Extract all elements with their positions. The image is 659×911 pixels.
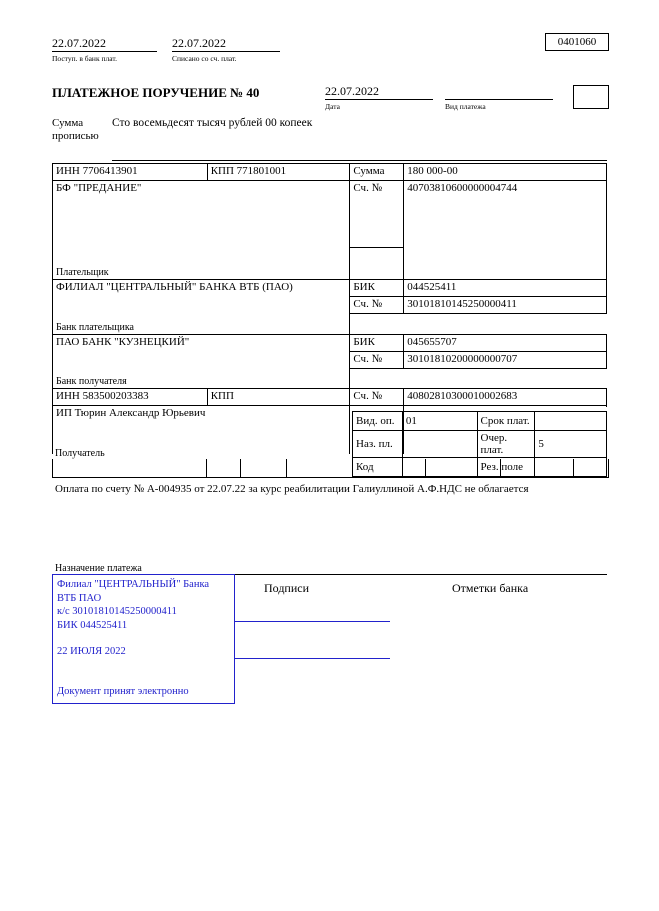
term-value-cell — [535, 412, 607, 431]
code-label-cell: Код — [353, 458, 403, 477]
payer-bank-bic-label-cell: БИК — [350, 280, 404, 297]
bottom-strip-div-3 — [286, 459, 287, 477]
bottom-strip-div-1 — [206, 459, 207, 477]
purpose-caption: Назначение платежа — [55, 563, 142, 574]
payer-bank-name-value: ФИЛИАЛ "ЦЕНТРАЛЬНЫЙ" БАНКА ВТБ (ПАО) — [56, 281, 293, 293]
payee-name-value: ИП Тюрин Александр Юрьевич — [56, 407, 206, 419]
bottom-strip — [52, 459, 609, 478]
spacer-cell-1 — [350, 247, 404, 280]
payer-kpp-value: 771801001 — [236, 165, 287, 177]
payer-bank-caption-cell — [53, 314, 350, 335]
payee-account-label-cell: Сч. № — [350, 389, 404, 406]
payee-account-value-cell: 40802810300010002683 — [404, 389, 607, 406]
bottom-strip-div-6 — [500, 459, 501, 477]
spacer-cell-5 — [404, 368, 607, 389]
payer-inn-label: ИНН — [56, 165, 80, 177]
payer-account-label-cell: Сч. № — [350, 181, 404, 248]
stamp-line-2: ВТБ ПАО — [57, 592, 102, 604]
stamp-line-3: к/с 30101810145250000411 — [57, 606, 177, 617]
payee-bank-bic-value-cell: 045655707 — [404, 334, 607, 351]
stamp-line-1: Филиал "ЦЕНТРАЛЬНЫЙ" Банка — [57, 579, 210, 590]
payer-bank-name-cell — [53, 280, 350, 314]
table-row — [53, 164, 607, 181]
payer-bank-bic-value-cell: 044525411 — [404, 280, 607, 297]
amount-label-cell: Сумма — [350, 164, 404, 181]
amount-value-cell: 180 000-00 — [404, 164, 607, 181]
bottom-strip-div-5 — [425, 459, 426, 477]
payee-bank-name-value: ПАО БАНК "КУЗНЕЦКИЙ" — [56, 335, 190, 348]
payer-kpp-label: КПП — [210, 165, 234, 177]
date-received-underline — [52, 51, 157, 52]
stamp-line-6: Документ принят электронно — [57, 685, 189, 697]
date-written-off-underline — [172, 51, 280, 52]
amount-words-underline — [112, 160, 607, 161]
spacer-cell-4 — [350, 368, 404, 389]
payee-bank-account-label-cell: Сч. № — [350, 351, 404, 368]
op-kind-value-cell: 01 — [402, 412, 477, 431]
stamp-gap-2 — [57, 659, 230, 685]
stamp-gap-1 — [57, 632, 230, 645]
purpose-code-value-cell — [402, 431, 477, 458]
payment-kind-underline — [445, 99, 553, 100]
amount-words-value: Сто восемьдесят тысяч рублей 00 копеек — [112, 117, 313, 129]
table-row — [353, 412, 607, 431]
bank-marks-label: Отметки банка — [452, 581, 529, 595]
payee-name-cell — [53, 406, 350, 455]
electronic-stamp — [52, 574, 235, 704]
payee-bank-name-cell — [53, 334, 350, 368]
date-written-off-label: Списано со сч. плат. — [172, 54, 237, 63]
page-title: ПЛАТЕЖНОЕ ПОРУЧЕНИЕ № 40 — [52, 85, 260, 100]
payer-bank-caption: Банк плательщика — [56, 321, 134, 333]
term-label-cell: Срок плат. — [477, 412, 535, 431]
payment-kind-label: Вид платежа — [445, 102, 486, 111]
stamp-line-5: 22 ИЮЛЯ 2022 — [57, 646, 126, 657]
table-row — [353, 431, 607, 458]
doc-date-label: Дата — [325, 102, 340, 111]
form-code-box: 0401060 — [545, 33, 609, 51]
priority-label-cell: Очер. плат. — [477, 431, 535, 458]
table-row — [53, 368, 607, 389]
reserve-label-cell: Рез. поле — [477, 458, 535, 477]
payee-kpp-cell — [207, 389, 350, 406]
payer-kpp-cell — [207, 164, 350, 181]
bottom-strip-div-2 — [240, 459, 241, 477]
table-row — [53, 389, 607, 406]
signature-line-1 — [235, 621, 390, 622]
payer-inn-cell — [53, 164, 208, 181]
doc-date-value: 22.07.2022 — [325, 84, 379, 98]
table-row — [53, 334, 607, 351]
table-row — [53, 314, 607, 335]
signatures-label: Подписи — [264, 581, 310, 595]
payer-caption-cell — [53, 247, 350, 280]
date-received-value: 22.07.2022 — [52, 36, 106, 50]
bottom-strip-div-4 — [352, 459, 353, 477]
date-written-off-value: 22.07.2022 — [172, 36, 226, 50]
spacer-cell-2 — [350, 314, 404, 335]
payer-bank-account-value-cell: 30101810145250000411 — [404, 297, 607, 314]
payer-caption: Плательщик — [56, 267, 109, 278]
signature-line-2 — [235, 658, 390, 659]
payee-inn-label: ИНН — [56, 390, 80, 402]
purpose-text: Оплата по счету № А-004935 от 22.07.22 за курс реабилитации Галиуллиной А.Ф.НДС не облагается — [55, 483, 529, 495]
payment-kind-box — [573, 85, 609, 109]
priority-value-cell: 5 — [535, 431, 607, 458]
doc-date-underline — [325, 99, 433, 100]
payee-bank-account-value-cell: 30101810200000000707 — [404, 351, 607, 368]
payee-bank-bic-label-cell: БИК — [350, 334, 404, 351]
purpose-code-label-cell: Наз. пл. — [353, 431, 403, 458]
payer-name-value: БФ "ПРЕДАНИЕ" — [56, 182, 142, 194]
stamp-line-4: БИК 044525411 — [57, 619, 128, 631]
amount-words-label-1: Сумма — [52, 117, 84, 129]
payer-account-value-cell: 40703810600000004744 — [404, 181, 607, 280]
payer-bank-account-label-cell: Сч. № — [350, 297, 404, 314]
payee-caption: Получатель — [55, 448, 105, 459]
spacer-cell-3 — [404, 314, 607, 335]
payer-name-cell — [53, 181, 350, 248]
payee-bank-caption: Банк получателя — [56, 376, 127, 387]
payee-kpp-label: КПП — [210, 390, 234, 402]
amount-words-label-2: прописью — [52, 130, 99, 142]
payer-inn-value: 7706413901 — [82, 165, 138, 177]
op-kind-label-cell: Вид. оп. — [353, 412, 403, 431]
table-row — [53, 280, 607, 297]
payee-bank-caption-cell — [53, 368, 350, 389]
bottom-strip-div-7 — [573, 459, 574, 477]
payee-inn-value: 583500203383 — [82, 390, 149, 402]
payee-inn-cell — [53, 389, 208, 406]
date-received-label: Поступ. в банк плат. — [52, 54, 117, 63]
